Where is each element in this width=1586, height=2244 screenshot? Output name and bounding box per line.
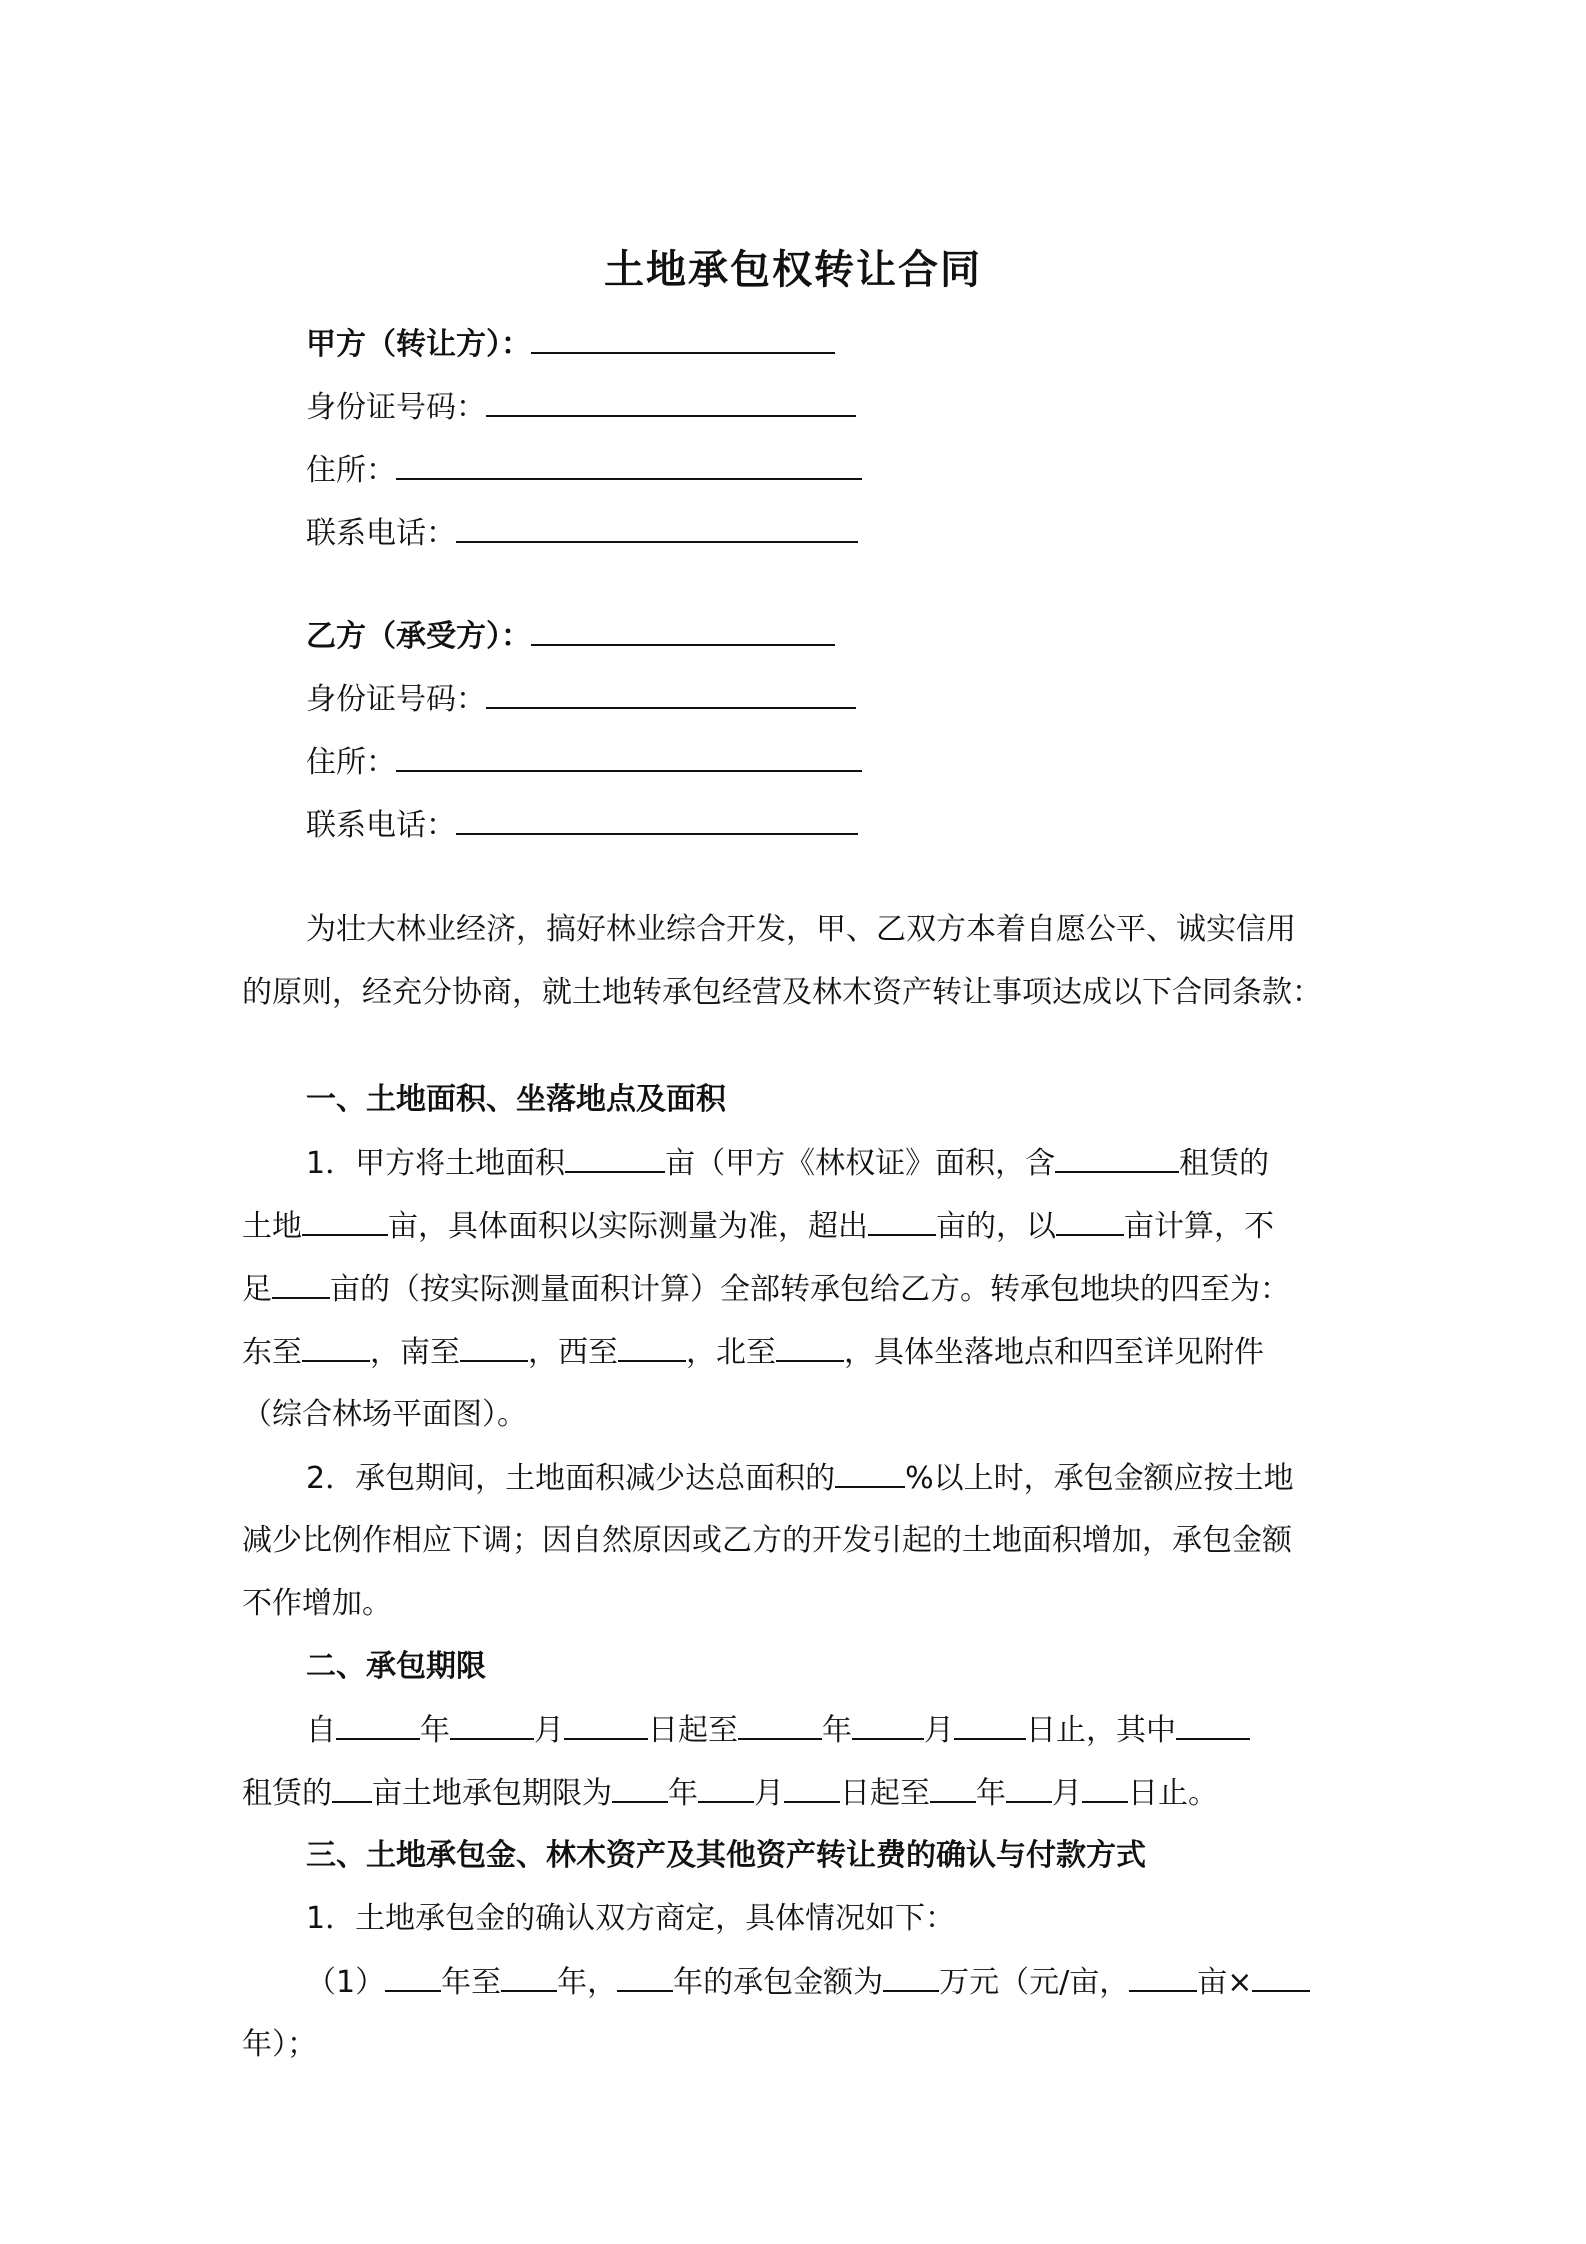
section-1-p2-line-1 [306, 1458, 1294, 1499]
party-a-address-label: 住所： [306, 453, 396, 488]
section-1-p1-line-4 [242, 1332, 1264, 1373]
section-1-p2-line-2: 减少比例作相应下调；因自然原因或乙方的开发引起的土地面积增加，承包金额 [242, 1523, 1292, 1558]
text: 万元（元/亩， [939, 1965, 1130, 2000]
section-1-heading: 一、土地面积、坐落地点及面积 [306, 1082, 726, 1117]
from-year-blank[interactable] [385, 1962, 441, 1992]
lease-start-month-blank[interactable] [698, 1773, 754, 1803]
land-blank[interactable] [302, 1206, 388, 1236]
calc-blank[interactable] [1056, 1206, 1124, 1236]
text: 亩的，以 [936, 1209, 1056, 1244]
section-3-item1-line-2: 年）； [242, 2027, 317, 2062]
text: ，具体坐落地点和四至详见附件 [844, 1335, 1264, 1370]
text: 年， [557, 1965, 618, 2000]
party-b-id-line [306, 679, 856, 720]
section-1-p1-line-3 [242, 1269, 1290, 1310]
section-3-item1-line-1 [306, 1962, 1310, 2003]
section-2-heading: 二、承包期限 [306, 1649, 486, 1684]
text: 亩，具体面积以实际测量为准，超出 [388, 1209, 868, 1244]
text: （1） [306, 1965, 386, 2000]
party-a-phone-blank[interactable] [456, 513, 858, 543]
text: 月 [1052, 1776, 1082, 1811]
section-1-p1-line-5: （综合林场平面图）。 [242, 1397, 527, 1432]
start-month-blank[interactable] [450, 1710, 534, 1740]
south-blank[interactable] [460, 1332, 528, 1362]
text: 2．承包期间，土地面积减少达总面积的 [306, 1461, 836, 1496]
text: 足 [242, 1272, 272, 1307]
party-b-address-line [306, 742, 862, 783]
party-a-label: 甲方（转让方）： [306, 327, 531, 362]
text: 亩× [1197, 1965, 1253, 2000]
party-a-id-label: 身份证号码： [306, 390, 486, 425]
text: 月 [754, 1776, 784, 1811]
text: 亩计算，不 [1124, 1209, 1274, 1244]
section-1-p2-line-3: 不作增加。 [242, 1586, 392, 1621]
lease-area-blank[interactable] [1055, 1143, 1179, 1173]
text: 租赁的 [242, 1776, 332, 1811]
lease-end-month-blank[interactable] [1006, 1773, 1052, 1803]
party-a-phone-line [306, 513, 858, 554]
text: 月 [924, 1713, 954, 1748]
end-month-blank[interactable] [852, 1710, 924, 1740]
mu-blank[interactable] [1129, 1962, 1197, 1992]
party-a-address-blank[interactable] [396, 450, 862, 480]
area-blank[interactable] [565, 1143, 665, 1173]
section-1-p1-line-1 [306, 1143, 1269, 1184]
party-b-phone-line [306, 805, 858, 846]
end-year-blank[interactable] [738, 1710, 822, 1740]
text: 年的承包金额为 [673, 1965, 884, 2000]
party-b-id-blank[interactable] [486, 679, 856, 709]
excess-blank[interactable] [868, 1206, 936, 1236]
text: 亩的（按实际测量面积计算）全部转承包给乙方。转承包地块的四至为： [330, 1272, 1290, 1307]
section-2-line-1 [306, 1710, 1250, 1751]
years-blank[interactable] [617, 1962, 673, 1992]
party-b-address-label: 住所： [306, 745, 396, 780]
party-a-id-line [306, 387, 856, 428]
text: 年 [420, 1713, 450, 1748]
text: 日止，其中 [1026, 1713, 1176, 1748]
text: 日止。 [1128, 1776, 1218, 1811]
text: ，南至 [370, 1335, 460, 1370]
lease-start-year-blank[interactable] [612, 1773, 668, 1803]
section-1-p1-line-2 [242, 1206, 1274, 1247]
text: 年 [822, 1713, 852, 1748]
text: 年 [668, 1776, 698, 1811]
text: 自 [306, 1713, 336, 1748]
party-b-line [306, 616, 835, 657]
lease-end-year-blank[interactable] [930, 1773, 976, 1803]
text: 1．甲方将土地面积 [306, 1146, 566, 1181]
preamble-line-1: 为壮大林业经济，搞好林业综合开发，甲、乙双方本着自愿公平、诚实信用 [306, 912, 1296, 947]
shortfall-blank[interactable] [272, 1269, 330, 1299]
section-3-heading: 三、土地承包金、林木资产及其他资产转让费的确认与付款方式 [306, 1838, 1146, 1873]
amount-blank[interactable] [883, 1962, 939, 1992]
text: 土地 [242, 1209, 302, 1244]
party-a-address-line [306, 450, 862, 491]
north-blank[interactable] [776, 1332, 844, 1362]
text: 年至 [441, 1965, 502, 2000]
west-blank[interactable] [618, 1332, 686, 1362]
party-a-name-blank[interactable] [531, 324, 835, 354]
preamble-line-2: 的原则，经充分协商，就土地转承包经营及林木资产转让事项达成以下合同条款： [242, 975, 1322, 1010]
section-2-line-2 [242, 1773, 1218, 1814]
text: 亩土地承包期限为 [372, 1776, 612, 1811]
text: 东至 [242, 1335, 302, 1370]
text: %以上时，承包金额应按土地 [905, 1461, 1294, 1496]
document-title: 土地承包权转让合同 [604, 247, 982, 293]
party-b-address-blank[interactable] [396, 742, 862, 772]
text: 亩（甲方《林权证》面积，含 [665, 1146, 1056, 1181]
party-a-id-blank[interactable] [486, 387, 856, 417]
text: 日起至 [648, 1713, 738, 1748]
section-3-p1: 1．土地承包金的确认双方商定，具体情况如下： [306, 1901, 956, 1936]
start-year-blank[interactable] [336, 1710, 420, 1740]
lease-end-day-blank[interactable] [1082, 1773, 1128, 1803]
text: 日起至 [840, 1776, 930, 1811]
east-blank[interactable] [302, 1332, 370, 1362]
percent-blank[interactable] [835, 1458, 905, 1488]
text: 月 [534, 1713, 564, 1748]
party-b-label: 乙方（承受方）： [306, 619, 531, 654]
party-b-phone-label: 联系电话： [306, 808, 456, 843]
multiplier-years-blank[interactable] [1252, 1962, 1310, 1992]
text: 年 [976, 1776, 1006, 1811]
start-day-blank[interactable] [564, 1710, 648, 1740]
lease-start-day-blank[interactable] [784, 1773, 840, 1803]
end-day-blank[interactable] [954, 1710, 1026, 1740]
party-a-line [306, 324, 835, 365]
party-a-phone-label: 联系电话： [306, 516, 456, 551]
text: ，北至 [686, 1335, 776, 1370]
of-which-blank[interactable] [1176, 1710, 1250, 1740]
party-b-name-blank[interactable] [531, 616, 835, 646]
to-year-blank[interactable] [501, 1962, 557, 1992]
party-b-phone-blank[interactable] [456, 805, 858, 835]
lease-mu-blank[interactable] [332, 1773, 372, 1803]
text: ，西至 [528, 1335, 618, 1370]
party-b-id-label: 身份证号码： [306, 682, 486, 717]
text: 租赁的 [1179, 1146, 1270, 1181]
